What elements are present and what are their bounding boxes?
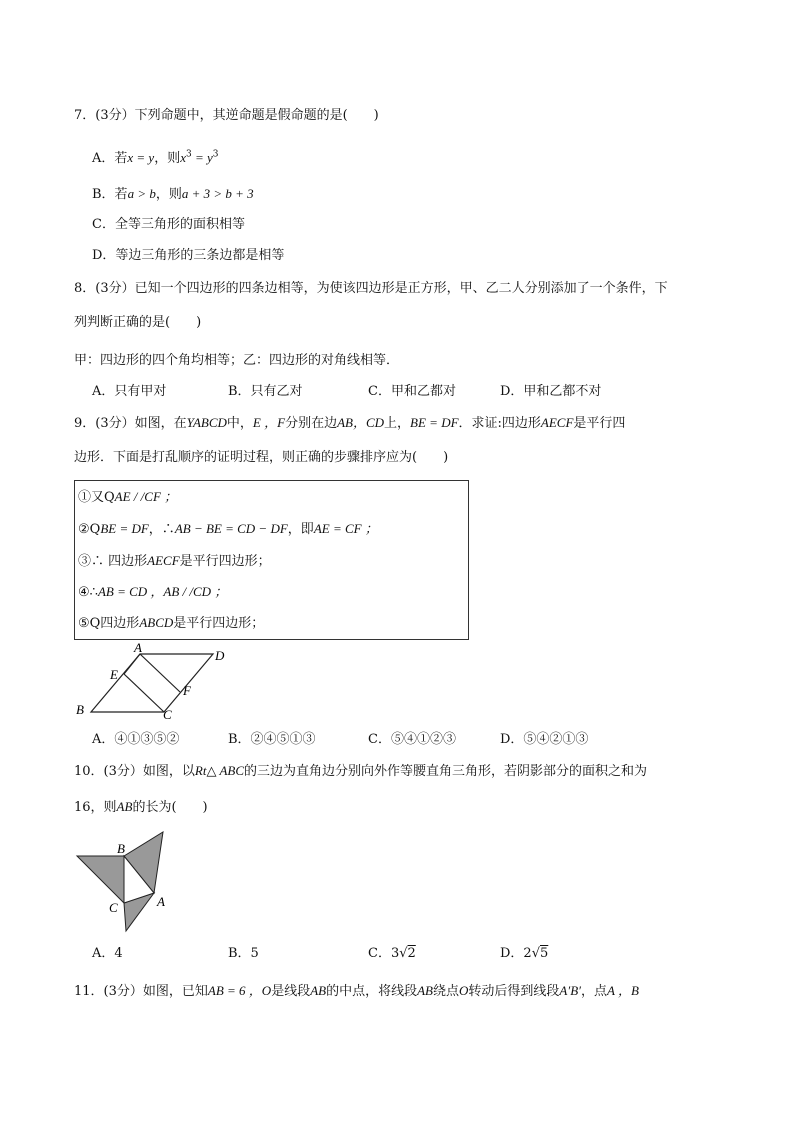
- q9-proof-step-2: ②QBE = DF，∴AB − BE = CD − DF，即AE = CF ；: [78, 521, 378, 537]
- q7-option-a: A．若x = y，则$x^3 = y^3$: [92, 149, 219, 166]
- q9-option-d: D．⑤④②①③: [500, 732, 589, 747]
- q9-label-d: D: [215, 648, 225, 663]
- q9-proof-step-1: ①又QAE / /CF ；: [78, 489, 178, 505]
- q9-label-c: C: [163, 707, 172, 722]
- q9-label-a: A: [134, 642, 142, 655]
- q9-proof-step-5: ⑤Q四边形ABCD是平行四边形；: [78, 615, 265, 631]
- q10-stem-line2: 16，则AB的长为( ): [74, 799, 208, 815]
- q9-option-c: C．⑤④①②③: [368, 732, 456, 747]
- q8-option-c: C．甲和乙都对: [368, 384, 456, 399]
- q8-option-a: A．只有甲对: [92, 384, 167, 399]
- q9-stem-line1: 9．(3分）如图，在YABCD中，E ，F分别在边AB，CD上，BE = DF．求证:四边形AECF是平行四: [74, 415, 626, 431]
- q10-option-b: B．5: [228, 946, 259, 961]
- q9-label-b: B: [76, 702, 84, 717]
- q10-triangles-figure: [72, 826, 182, 936]
- q8-option-b: B．只有乙对: [228, 384, 303, 399]
- q10-option-c: C．3√2: [368, 946, 416, 961]
- q11-stem-line1: 11．(3分）如图，已知AB = 6 ，O是线段AB的中点，将线段AB绕点O转动后得到线段A′B′，点A ，B: [74, 983, 639, 999]
- q8-option-d: D．甲和乙都不对: [500, 384, 602, 399]
- q10-label-a: A: [157, 894, 165, 909]
- q10-option-a: A．4: [92, 946, 123, 961]
- q8-stem-line1: 8．(3分）已知一个四边形的四条边相等，为使该四边形是正方形，甲、乙二人分别添加了一个条件，下: [74, 281, 668, 296]
- q7-option-c: C．全等三角形的面积相等: [92, 217, 245, 232]
- q8-stem-line2: 列判断正确的是( ): [74, 315, 202, 330]
- q7-option-d: D．等边三角形的三条边都是相等: [92, 248, 285, 263]
- q9-proof-step-3: ③∴ 四边形AECF是平行四边形；: [78, 553, 271, 569]
- q8-condition: 甲：四边形的四个角均相等；乙：四边形的对角线相等．: [74, 353, 400, 368]
- q9-parallelogram-figure: [70, 642, 240, 722]
- q9-option-b: B．②④⑤①③: [228, 732, 316, 747]
- q9-label-e: E: [110, 667, 118, 682]
- sqrt-icon: √: [531, 946, 540, 961]
- q9-proof-step-4: ④∴AB = CD ，AB / /CD ；: [78, 584, 228, 600]
- sqrt-icon: √: [399, 946, 408, 961]
- q7-stem: 7．(3分）下列命题中，其逆命题是假命题的是( ): [74, 108, 379, 123]
- q9-label-f: F: [183, 683, 191, 698]
- q10-stem-line1: 10．(3分）如图，以Rt△ ABC的三边为直角边分别向外作等腰直角三角形，若阴影部分的面积之和为: [74, 763, 648, 779]
- q9-option-a: A．④①③⑤②: [92, 732, 180, 747]
- q10-label-c: C: [109, 900, 118, 915]
- q9-stem-line2: 边形．下面是打乱顺序的证明过程，则正确的步骤排序应为( ): [74, 450, 449, 465]
- q7-option-b: B．若a > b，则a + 3 > b + 3: [92, 186, 254, 202]
- q10-label-b: B: [117, 841, 125, 856]
- q10-option-d: D．2√5: [500, 946, 549, 961]
